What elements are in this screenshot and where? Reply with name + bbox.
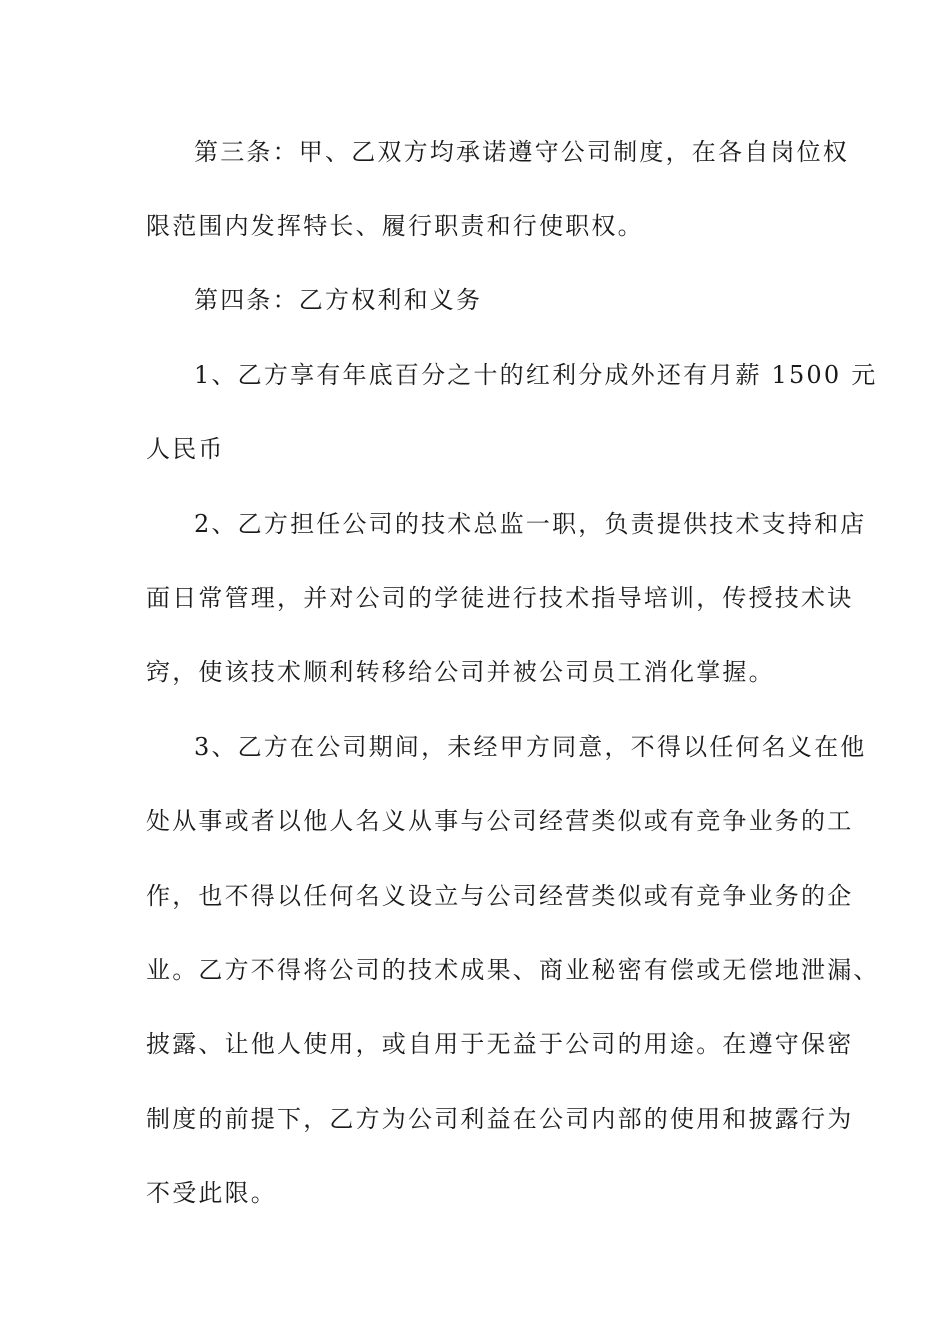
item-3-line-3: 作，也不得以任何名义设立与公司经营类似或有竞争业务的企 xyxy=(146,882,854,910)
item-1-line-1: 1、乙方享有年底百分之十的红利分成外还有月薪 1500 元 xyxy=(194,361,878,389)
article-3-line-2: 限范围内发挥特长、履行职责和行使职权。 xyxy=(146,212,644,240)
item-3-line-4: 业。乙方不得将公司的技术成果、商业秘密有偿或无偿地泄漏、 xyxy=(146,956,880,984)
article-4-heading: 第四条：乙方权利和义务 xyxy=(194,286,483,314)
item-3-line-6: 制度的前提下，乙方为公司利益在公司内部的使用和披露行为 xyxy=(146,1105,854,1133)
item-3-line-7: 不受此限。 xyxy=(146,1179,277,1207)
item-3-line-5: 披露、让他人使用，或自用于无益于公司的用途。在遵守保密 xyxy=(146,1030,854,1058)
item-3-line-2: 处从事或者以他人名义从事与公司经营类似或有竞争业务的工 xyxy=(146,807,854,835)
item-3-line-1: 3、乙方在公司期间，未经甲方同意，不得以任何名义在他 xyxy=(194,733,867,761)
item-1-line-2: 人民币 xyxy=(146,435,225,463)
item-2-line-1: 2、乙方担任公司的技术总监一职，负责提供技术支持和店 xyxy=(194,510,867,538)
item-2-line-3: 窍，使该技术顺利转移给公司并被公司员工消化掌握。 xyxy=(146,658,775,686)
article-3-line-1: 第三条：甲、乙双方均承诺遵守公司制度，在各自岗位权 xyxy=(194,138,849,166)
item-2-line-2: 面日常管理，并对公司的学徒进行技术指导培训，传授技术诀 xyxy=(146,584,854,612)
